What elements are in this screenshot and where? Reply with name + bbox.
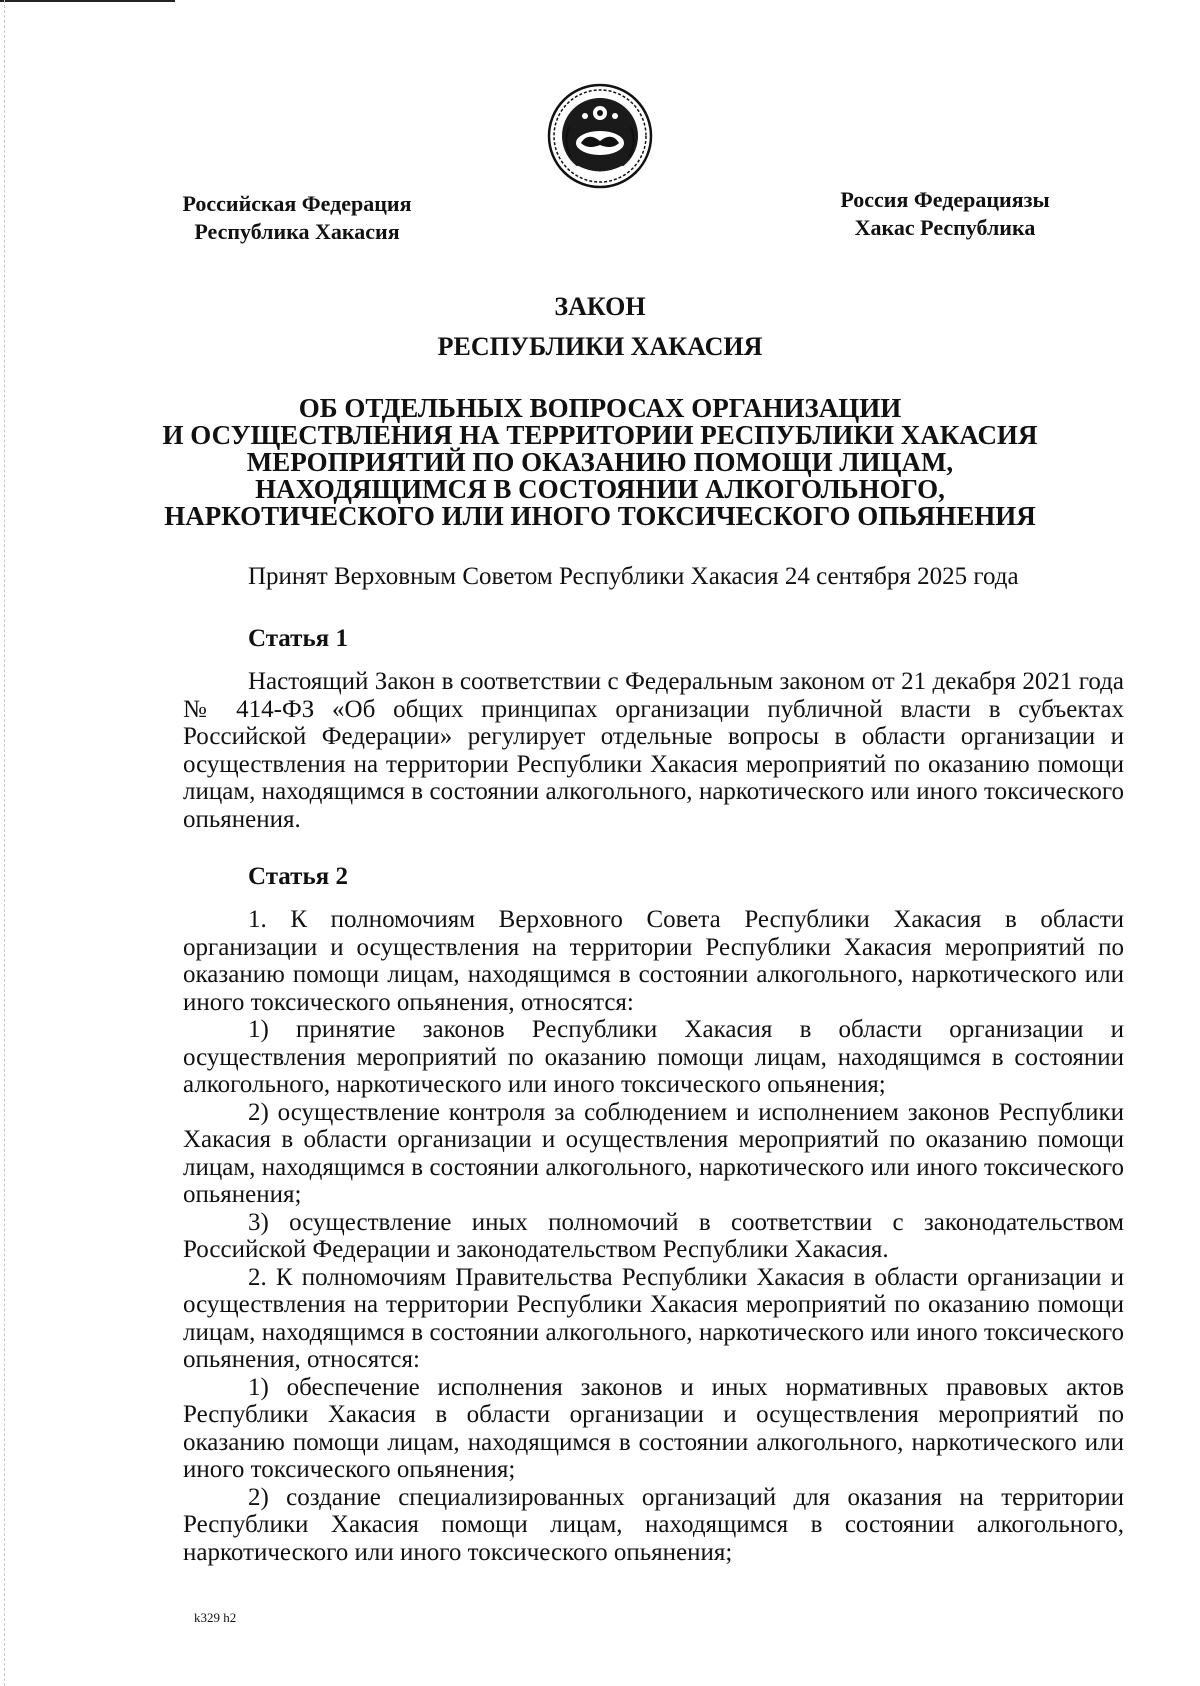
article-1-text: Настоящий Закон в соответствии с Федеральным законом от 21 декабря 2021 года № 414-ФЗ «Об общих принципах организации публичной власти в субъектах Российской Федерации» регулирует отдельные вопросы в области организации и осуществления на территории Республики Хакасия мероприятий по оказанию помощи лицам, находящимся в состоянии алкогольного, наркотического или иного токсического опьянения. bbox=[183, 668, 1124, 833]
article-1-heading: Статья 1 bbox=[248, 625, 348, 652]
article-2-body bbox=[183, 906, 1124, 1566]
header-republic-ru: Республика Хакасия bbox=[194, 219, 400, 244]
subject-line: НАХОДЯЩИМСЯ В СОСТОЯНИИ АЛКОГОЛЬНОГО, bbox=[255, 474, 945, 504]
subject-line: ОБ ОТДЕЛЬНЫХ ВОПРОСАХ ОРГАНИЗАЦИИ bbox=[298, 393, 902, 423]
subject-line: МЕРОПРИЯТИЙ ПО ОКАЗАНИЮ ПОМОЩИ ЛИЦАМ, bbox=[246, 447, 954, 477]
law-title: ЗАКОН bbox=[554, 292, 646, 321]
article-2-paragraph: 3) осуществление иных полномочий в соответствии с законодательством Российской Федерации и законодательством Республики Хакасия. bbox=[183, 1208, 1124, 1263]
article-2-paragraph: 1) принятие законов Республики Хакасия в области организации и осуществления мероприятий по оказанию помощи лицам, находящимся в состоянии алкогольного, наркотического или иного токсического опьянения; bbox=[183, 1016, 1124, 1098]
header-right-block bbox=[820, 186, 1070, 242]
law-subject bbox=[150, 395, 1050, 530]
header-republic-khakas: Хакас Республика bbox=[854, 215, 1036, 240]
adoption-note: Принят Верховным Советом Республики Хакасия 24 сентября 2025 года bbox=[248, 563, 1019, 590]
article-2-paragraph: 2) создание специализированных организаций для оказания на территории Республики Хакасия помощи лицам, находящимся в состоянии алкогольного, наркотического или иного токсического опьянения; bbox=[183, 1483, 1124, 1566]
header-country-khakas: Россия Федерациязы bbox=[840, 187, 1050, 212]
article-2-paragraph: 1. К полномочиям Верховного Совета Республики Хакасия в области организации и осуществления на территории Республики Хакасия мероприятий по оказанию помощи лицам, находящимся в состоянии алкогольного, наркотического или иного токсического опьянения, относятся: bbox=[183, 906, 1124, 1016]
subject-line: И ОСУЩЕСТВЛЕНИЯ НА ТЕРРИТОРИИ РЕСПУБЛИКИ ХАКАСИЯ bbox=[162, 420, 1038, 450]
document-code: k329 h2 bbox=[194, 1610, 237, 1625]
scan-margin-line bbox=[4, 0, 5, 1686]
article-2-paragraph: 2. К полномочиям Правительства Республики Хакасия в области организации и осуществления на территории Республики Хакасия мероприятий по оказанию помощи лицам, находящимся в состоянии алкогольного, наркотического или иного токсического опьянения, относятся: bbox=[183, 1263, 1124, 1373]
article-2-paragraph: 2) осуществление контроля за соблюдением и исполнением законов Республики Хакасия в области организации и осуществления мероприятий по оказанию помощи лицам, находящимся в состоянии алкогольного, наркотического или иного токсического опьянения; bbox=[183, 1098, 1124, 1208]
subject-line: НАРКОТИЧЕСКОГО ИЛИ ИНОГО ТОКСИЧЕСКОГО ОПЬЯНЕНИЯ bbox=[164, 501, 1036, 531]
article-2-heading: Статья 2 bbox=[248, 863, 348, 890]
header-country-ru: Российская Федерация bbox=[182, 191, 412, 216]
article-2-paragraph: 1) обеспечение исполнения законов и иных нормативных правовых актов Республики Хакасия в области организации и осуществления мероприятий по оказанию помощи лицам, находящимся в состоянии алкогольного, наркотического или иного токсического опьянения; bbox=[183, 1373, 1124, 1483]
scan-edge-mark bbox=[0, 0, 175, 2]
law-issuer: РЕСПУБЛИКИ ХАКАСИЯ bbox=[437, 332, 763, 361]
header-left-block bbox=[162, 190, 432, 246]
coat-of-arms-emblem-icon bbox=[547, 83, 653, 189]
